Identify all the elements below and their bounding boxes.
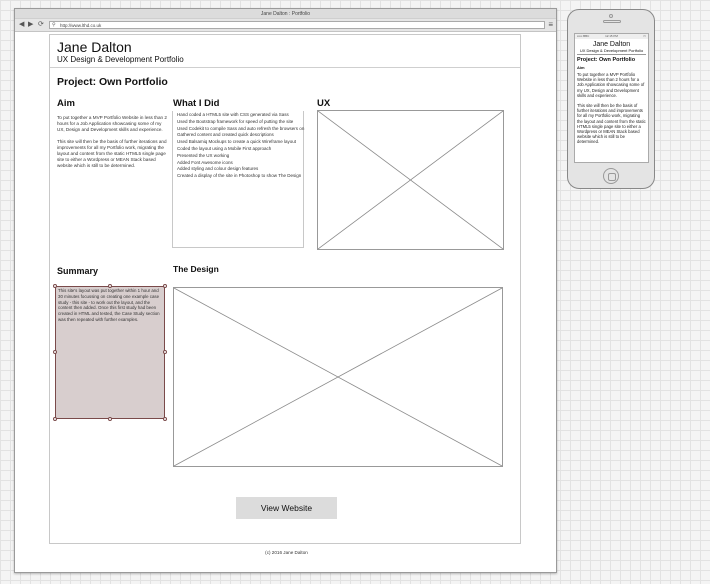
list-item: Used the Bootstrap framework for speed of putting the site <box>177 118 294 124</box>
browser-toolbar <box>15 19 556 32</box>
design-heading: The Design <box>173 264 219 274</box>
phone-aim-text <box>575 70 648 145</box>
aim-heading: Aim <box>57 98 75 109</box>
project-title: Project: Own Portfolio <box>57 76 168 88</box>
footer-copyright: (c) 2016 Jane Dalton <box>265 550 308 555</box>
resize-handle[interactable] <box>53 350 57 354</box>
what-i-did-heading: What I Did <box>173 98 220 109</box>
phone-site-title: Jane Dalton <box>592 41 631 48</box>
image-placeholder-icon <box>318 111 503 249</box>
browser-window <box>14 8 557 573</box>
site-title: Jane Dalton <box>57 39 132 55</box>
camera-icon <box>609 14 613 18</box>
view-website-button[interactable]: View Website <box>236 497 337 519</box>
phone-aim-paragraph: This site will then be the basis of further iterations and improvements for all my Portfolio work, migrating the layout and content from the static HTML5 single page site to either a Wordpress or MEAN Stack based website which is still to be determined. <box>577 103 646 145</box>
phone-screen <box>574 33 649 163</box>
list-item: Hand coded a HTML5 site with CSS generated via Sass <box>177 112 289 117</box>
url-input[interactable] <box>49 21 545 29</box>
summary-heading: Summary <box>57 266 99 276</box>
resize-handle[interactable] <box>163 284 167 288</box>
list-item: Added styling and colour design features <box>177 166 259 172</box>
aim-paragraph: To put together a MVP Portfolio Website in less than 2 hours for a Job Application showcasing some of my UX, Design and Development skills and experience. <box>57 115 167 132</box>
phone-aim-heading: Aim <box>577 65 585 70</box>
back-arrow-icon[interactable]: ◀ <box>19 21 25 28</box>
summary-text: This site's layout was put together within 1 hour and 30 minutes focussing on creating one example case study - this site - to work out the layout, and the content then added. Once this first study had been created in HTML and tested, the Case Study section was then repeated with further examples. <box>58 288 160 322</box>
list-item: Added Font Awesome icons <box>177 159 233 165</box>
resize-handle[interactable] <box>108 284 112 288</box>
url-text: http://www.lthd.co.uk <box>60 23 102 28</box>
home-button-icon[interactable] <box>603 168 619 184</box>
forward-arrow-icon[interactable]: ▶ <box>28 21 34 28</box>
design-image-placeholder <box>173 287 503 467</box>
site-subtitle: UX Design & Development Portfolio <box>57 55 184 64</box>
list-item: Gathered content and created quick descriptions <box>177 132 274 138</box>
phone-aim-paragraph: To put together a MVP Portfolio Website in less than 2 hours for a Job Application showcasing some of my UX, Design and Development skills and experience. <box>577 72 645 98</box>
list-item: Used Balsamiq Mockups to create a quick Wireframe layout <box>177 139 297 145</box>
search-icon: ⚲ <box>52 22 56 28</box>
list-item: Coded the layout using a Mobile First approach <box>177 145 272 151</box>
phone-site-subtitle: UX Design & Development Portfolio <box>577 48 646 55</box>
aim-paragraph: This site will then be the basis of further iterations and improvements for all my Portfolio work, migrating the layout and content from the static HTML5 single page site to either a Wordpress or MEAN Stack based website which is still to be determined. <box>57 139 167 168</box>
resize-handle[interactable] <box>108 417 112 421</box>
site-header <box>50 35 520 68</box>
ux-heading: UX <box>317 98 331 109</box>
summary-text-selected[interactable] <box>55 286 165 419</box>
aim-text <box>57 115 167 175</box>
list-item: Used Codekit to compile Sass and auto refresh the browsers on <box>177 125 305 131</box>
image-placeholder-icon <box>174 288 502 466</box>
browser-title: Jane Dalton : Portfolio <box>15 9 556 19</box>
what-i-did-list <box>172 111 304 248</box>
page-container <box>49 34 521 544</box>
resize-handle[interactable] <box>163 350 167 354</box>
battery-icon: ▭ <box>643 34 646 38</box>
resize-handle[interactable] <box>53 284 57 288</box>
hamburger-menu-icon[interactable]: ≡ <box>548 20 553 29</box>
mobile-phone-mockup <box>567 9 655 189</box>
phone-status-bar <box>575 34 648 39</box>
phone-project-title: Project: Own Portfolio <box>577 57 636 63</box>
list-item: Created a display of the site in Photoshop to show The Design <box>177 173 302 179</box>
resize-handle[interactable] <box>53 417 57 421</box>
speaker-icon <box>603 20 621 23</box>
ux-image-placeholder <box>317 110 504 250</box>
reload-icon[interactable]: ⟳ <box>38 21 44 28</box>
resize-handle[interactable] <box>163 417 167 421</box>
signal-icon: ▪▪▪▪▪ BBC <box>577 34 590 38</box>
status-time: 12:15 PM <box>605 34 618 38</box>
list-item: Presented the UX working <box>177 152 230 158</box>
